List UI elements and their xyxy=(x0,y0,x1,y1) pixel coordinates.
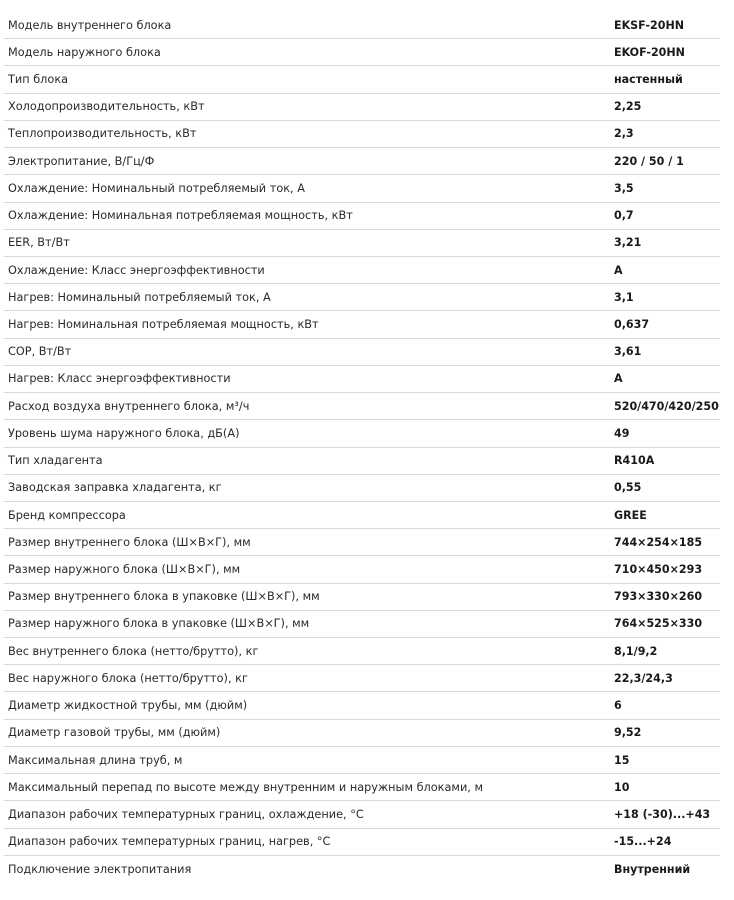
spec-value: 6 xyxy=(614,699,622,713)
spec-row xyxy=(4,175,720,202)
spec-row xyxy=(4,475,720,502)
spec-row xyxy=(4,829,720,856)
spec-value: 3,1 xyxy=(614,290,634,304)
spec-row xyxy=(4,12,720,39)
spec-row xyxy=(4,611,720,638)
spec-row xyxy=(4,448,720,475)
spec-value: 3,21 xyxy=(614,236,642,250)
spec-value: 0,7 xyxy=(614,209,634,223)
spec-value: -15...+24 xyxy=(614,835,672,849)
spec-row xyxy=(4,66,720,93)
spec-row xyxy=(4,203,720,230)
spec-row xyxy=(4,529,720,556)
spec-label: Заводская заправка хладагента, кг xyxy=(8,481,222,495)
spec-row xyxy=(4,556,720,583)
spec-row xyxy=(4,420,720,447)
spec-label: Нагрев: Класс энергоэффективности xyxy=(8,372,231,386)
spec-value: 220 / 50 / 1 xyxy=(614,154,684,168)
spec-value: 49 xyxy=(614,426,630,440)
spec-row xyxy=(4,692,720,719)
spec-row xyxy=(4,94,720,121)
spec-label: Вес внутреннего блока (нетто/брутто), кг xyxy=(8,644,259,658)
spec-value: 22,3/24,3 xyxy=(614,671,673,685)
spec-row xyxy=(4,747,720,774)
spec-label: Размер внутреннего блока в упаковке (Ш×В×Г), мм xyxy=(8,590,320,604)
spec-label: Бренд компрессора xyxy=(8,508,126,522)
spec-label: Нагрев: Номинальный потребляемый ток, А xyxy=(8,290,271,304)
spec-label: Максимальный перепад по высоте между внутренним и наружным блоками, м xyxy=(8,780,483,794)
spec-label: Диаметр жидкостной трубы, мм (дюйм) xyxy=(8,699,248,713)
spec-row xyxy=(4,801,720,828)
spec-label: Подключение электропитания xyxy=(8,862,192,876)
spec-value: A xyxy=(614,263,623,277)
spec-label: Вес наружного блока (нетто/брутто), кг xyxy=(8,671,248,685)
spec-value: 3,61 xyxy=(614,345,642,359)
spec-row xyxy=(4,284,720,311)
spec-row xyxy=(4,339,720,366)
spec-row xyxy=(4,39,720,66)
spec-row xyxy=(4,774,720,801)
spec-label: Модель наружного блока xyxy=(8,45,161,59)
spec-row xyxy=(4,230,720,257)
spec-value: 15 xyxy=(614,753,630,767)
spec-value: 10 xyxy=(614,780,630,794)
spec-value: Внутренний xyxy=(614,862,691,876)
spec-label: Охлаждение: Номинальный потребляемый ток, А xyxy=(8,181,305,195)
spec-row xyxy=(4,720,720,747)
spec-label: Теплопроизводительность, кВт xyxy=(8,127,197,141)
spec-label: Размер наружного блока в упаковке (Ш×В×Г), мм xyxy=(8,617,310,631)
spec-row xyxy=(4,665,720,692)
spec-value: 520/470/420/250 xyxy=(614,399,719,413)
spec-label: Размер внутреннего блока (Ш×В×Г), мм xyxy=(8,535,251,549)
spec-label: Уровень шума наружного блока, дБ(А) xyxy=(8,426,240,440)
spec-label: Диаметр газовой трубы, мм (дюйм) xyxy=(8,726,221,740)
spec-value: 2,3 xyxy=(614,127,634,141)
spec-value: 2,25 xyxy=(614,100,642,114)
spec-value: 8,1/9,2 xyxy=(614,644,658,658)
spec-label: Тип хладагента xyxy=(8,454,103,468)
spec-label: EER, Вт/Вт xyxy=(8,236,70,250)
spec-value: 0,637 xyxy=(614,318,650,332)
spec-label: Диапазон рабочих температурных границ, нагрев, °С xyxy=(8,835,331,849)
spec-row xyxy=(4,148,720,175)
spec-row xyxy=(4,366,720,393)
spec-value: 9,52 xyxy=(614,726,642,740)
spec-row xyxy=(4,393,720,420)
spec-value: A xyxy=(614,372,623,386)
specifications-table xyxy=(4,12,720,883)
spec-value: 3,5 xyxy=(614,181,634,195)
spec-label: Размер наружного блока (Ш×В×Г), мм xyxy=(8,562,241,576)
spec-label: Нагрев: Номинальная потребляемая мощность, кВт xyxy=(8,318,319,332)
spec-row xyxy=(4,311,720,338)
spec-label: Максимальная длина труб, м xyxy=(8,753,183,767)
spec-label: Холодопроизводительность, кВт xyxy=(8,100,205,114)
spec-row xyxy=(4,502,720,529)
spec-row xyxy=(4,638,720,665)
spec-value: +18 (-30)...+43 xyxy=(614,807,711,821)
spec-row xyxy=(4,257,720,284)
spec-value: 710×450×293 xyxy=(614,562,703,576)
spec-row xyxy=(4,856,720,883)
spec-label: Охлаждение: Номинальная потребляемая мощность, кВт xyxy=(8,209,353,223)
spec-value: настенный xyxy=(614,73,683,87)
spec-value: 793×330×260 xyxy=(614,590,703,604)
spec-label: Тип блока xyxy=(8,73,69,87)
spec-label: Диапазон рабочих температурных границ, охлаждение, °С xyxy=(8,807,364,821)
spec-label: Электропитание, В/Гц/Ф xyxy=(8,154,155,168)
spec-value: EKOF-20HN xyxy=(614,45,685,59)
spec-label: COP, Вт/Вт xyxy=(8,345,72,359)
spec-label: Расход воздуха внутреннего блока, м³/ч xyxy=(8,399,250,413)
spec-value: EKSF-20HN xyxy=(614,18,685,32)
spec-value: 744×254×185 xyxy=(614,535,703,549)
spec-label: Модель внутреннего блока xyxy=(8,18,172,32)
spec-value: 764×525×330 xyxy=(614,617,703,631)
spec-value: GREE xyxy=(614,508,647,522)
spec-value: 0,55 xyxy=(614,481,642,495)
spec-label: Охлаждение: Класс энергоэффективности xyxy=(8,263,265,277)
spec-value: R410A xyxy=(614,454,655,468)
spec-row xyxy=(4,121,720,148)
spec-row xyxy=(4,584,720,611)
